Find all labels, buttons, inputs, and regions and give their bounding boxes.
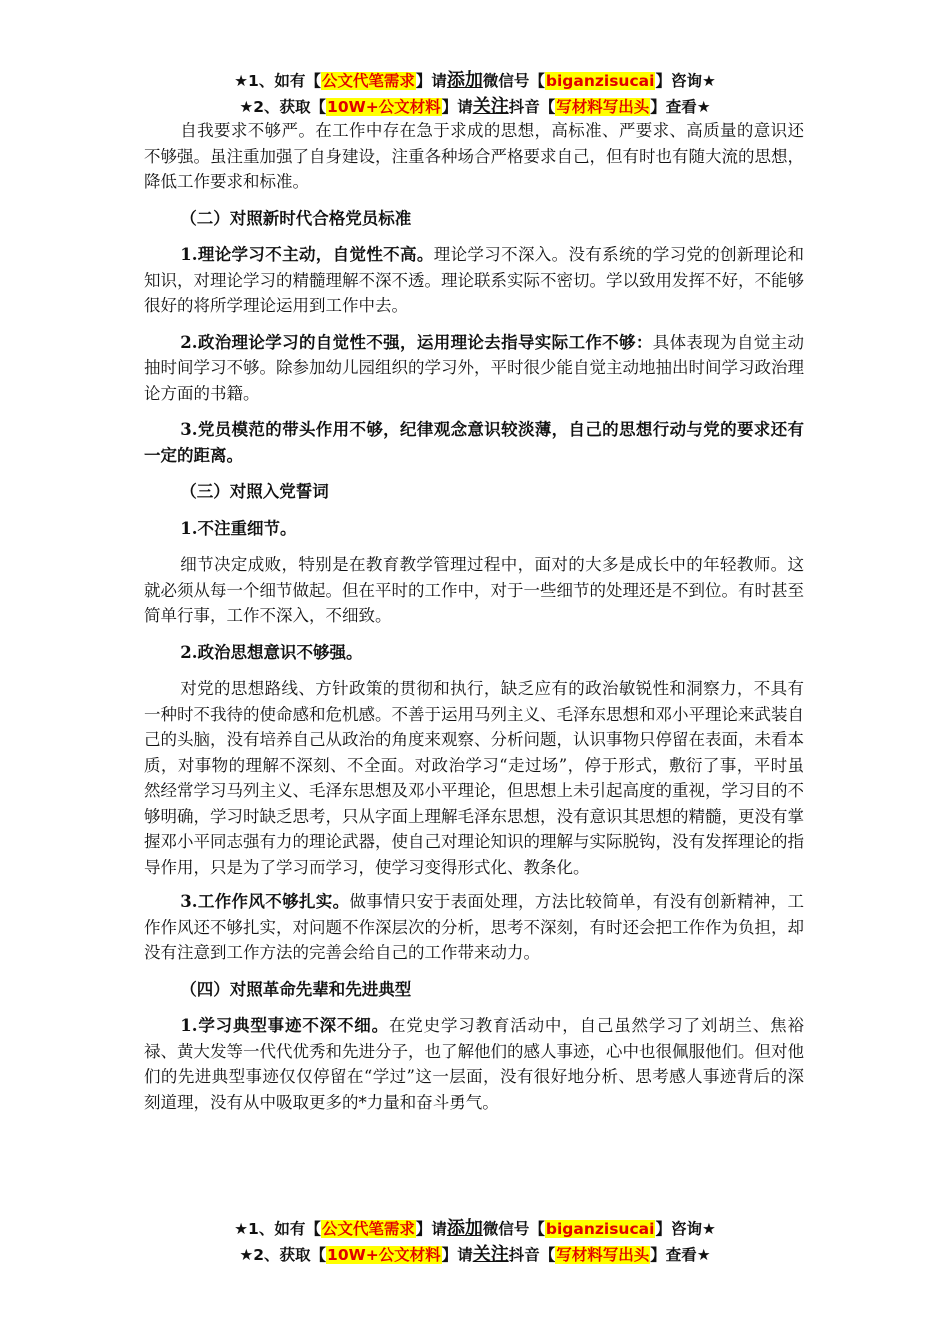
sub-heading: 2.政治思想意识不够强。: [180, 642, 363, 662]
banner-text: ★2、获取【: [239, 1246, 327, 1264]
banner-highlight: 写材料写出头: [556, 98, 650, 116]
footer-banner: [0, 1216, 950, 1268]
banner-highlight: 公文代笔需求: [321, 1220, 415, 1238]
banner-emphasis: 添加: [446, 70, 483, 91]
banner-emphasis: 关注: [472, 96, 509, 117]
banner-text: ★1、如有【: [234, 1220, 321, 1238]
banner-highlight: 写材料写出头: [556, 1246, 650, 1264]
paragraph-lead: 2.政治理论学习的自觉性不强，运用理论去指导实际工作不够：: [180, 332, 653, 352]
sub-heading: 1.不注重细节。: [180, 518, 297, 538]
paragraph: 细节决定成败，特别是在教育教学管理过程中，面对的大多是成长中的年轻教师。这就必须从每一个细节做起。但在平时的工作中，对于一些细节的处理还是不到位。有时甚至简单行事，工作不深入，不细致。: [144, 555, 804, 625]
header-banner: [0, 68, 950, 120]
banner-highlight: 公文代笔需求: [321, 72, 415, 90]
banner-text: 】请: [415, 72, 447, 90]
banner-text: 】请: [415, 1220, 447, 1238]
banner-text: ★1、如有【: [234, 72, 321, 90]
banner-text: 微信号【: [482, 72, 545, 90]
banner-text: 】请: [441, 1246, 473, 1264]
paragraph: [144, 1013, 804, 1115]
paragraph-lead: 3.工作作风不够扎实。: [180, 892, 350, 911]
banner-text: 】查看★: [650, 1246, 711, 1264]
banner-text: 】请: [441, 98, 473, 116]
section-heading: （三）对照入党誓词: [180, 482, 329, 501]
banner-emphasis: 关注: [472, 1244, 509, 1265]
paragraph-text: 理论学习不深入。没有系统的学习党的创新理论和知识，对理论学习的精髓理解不深不透。理论联系实际不密切。学以致用发挥不好，不能够很好的将所学理论运用到工作中去。: [144, 245, 804, 315]
paragraph-text: 具体表现为自觉主动抽时间学习不够。除参加幼儿园组织的学习外，平时很少能自觉主动地抽出时间学习政治理论方面的书籍。: [144, 332, 805, 403]
banner-highlight: biganzisucai: [545, 72, 655, 90]
paragraph: [144, 330, 804, 407]
paragraph: 对党的思想路线、方针政策的贯彻和执行，缺乏应有的政治敏锐性和洞察力，不具有一种时不我待的使命感和危机感。不善于运用马列主义、毛泽东思想和邓小平理论来武装自己的头脑，没有培养自己从政治的角度来观察、分析问题，认识事物只停留在表面，未看本质，对事物的理解不深刻、不全面。对政治学习“走过场”，停于形式，敷衍了事，平时虽然经常学习马列主义、毛泽东思想及邓小平理论，但思想上未引起高度的重视，学习目的不够明确，学习时缺乏思考，只从字面上理解毛泽东思想，没有意识其思想的精髓，更没有掌握邓小平同志强有力的理论武器，使自己对理论知识的理解与实际脱钩，没有发挥理论的指导作用，只是为了学习而学习，使学习变得形式化、教条化。: [144, 679, 804, 877]
banner-emphasis: 添加: [446, 1218, 483, 1239]
section-heading: （二）对照新时代合格党员标准: [180, 208, 412, 228]
banner-highlight: 10W+公文材料: [327, 1246, 441, 1264]
document-body: [144, 118, 804, 1126]
banner-text: 抖音【: [508, 1246, 556, 1264]
banner-text: 】咨询★: [655, 1220, 716, 1238]
banner-line-2: [0, 94, 950, 120]
paragraph-text: 做事情只安于表面处理，方法比较简单，有没有创新精神，工作作风还不够扎实，对问题不作深层次的分析，思考不深刻，有时还会把工作作为负担，却没有注意到工作方法的完善会给自己的工作带来动力。: [144, 892, 805, 962]
banner-text: 】查看★: [650, 98, 711, 116]
paragraph-text: 在党史学习教育活动中，自己虽然学习了刘胡兰、焦裕禄、黄大发等一代代优秀和先进分子，也了解他们的感人事迹，心中也很佩服他们。但对他们的先进典型事迹仅仅停留在“学过”这一层面，没有很好地分析、思考感人事迹背后的深刻道理，没有从中吸取更多的*力量和奋斗勇气。: [144, 1016, 805, 1112]
banner-text: ★2、获取【: [239, 98, 327, 116]
banner-highlight: biganzisucai: [545, 1220, 655, 1238]
paragraph: [144, 889, 804, 966]
banner-text: 微信号【: [482, 1220, 545, 1238]
section-heading: （四）对照革命先辈和先进典型: [180, 979, 412, 999]
paragraph-lead: 1.学习典型事迹不深不细。: [180, 1016, 389, 1035]
paragraph: 自我要求不够严。在工作中存在急于求成的思想，高标准、严要求、高质量的意识还不够强。虽注重加强了自身建设，注重各种场合严格要求自己，但有时也有随大流的思想，降低工作要求和标准。: [144, 121, 804, 191]
banner-line-1: [0, 68, 950, 94]
banner-line-2: [0, 1242, 950, 1268]
banner-text: 抖音【: [508, 98, 556, 116]
banner-highlight: 10W+公文材料: [327, 98, 441, 116]
banner-text: 】咨询★: [655, 72, 716, 90]
paragraph: [144, 242, 804, 319]
paragraph-lead: 1.理论学习不主动，自觉性不高。: [180, 245, 434, 264]
banner-line-1: [0, 1216, 950, 1242]
paragraph: 3.党员模范的带头作用不够，纪律观念意识较淡薄，自己的思想行动与党的要求还有一定的距离。: [144, 420, 804, 465]
